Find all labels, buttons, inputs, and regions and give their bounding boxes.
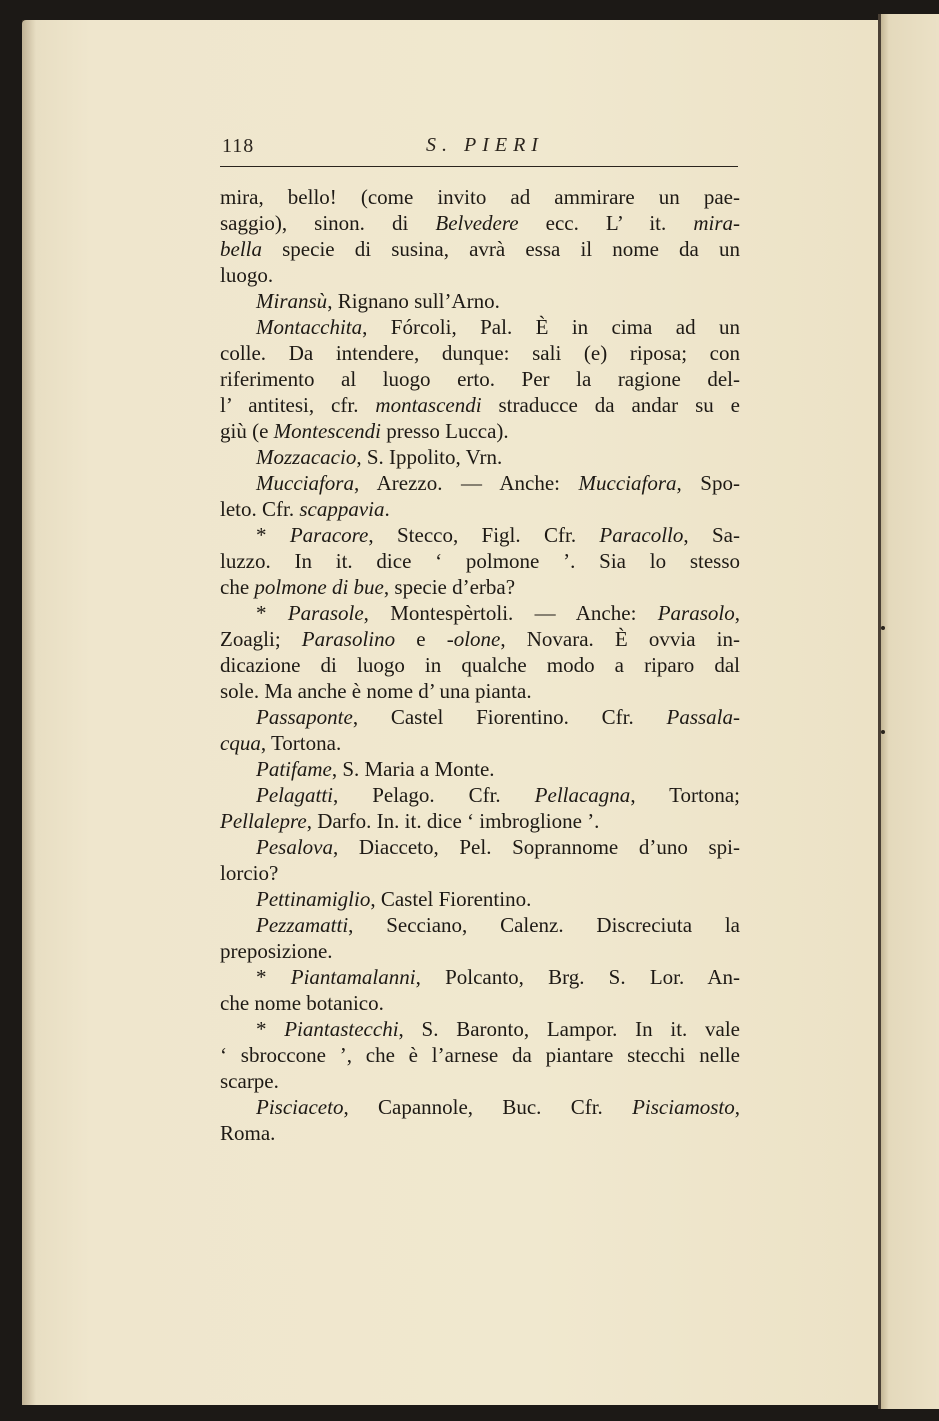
text-line — [220, 782, 740, 808]
text-run: specie di susina, avrà essa il nome da un — [262, 237, 740, 261]
text-run: e — [395, 627, 447, 651]
italic-term: -olone — [446, 627, 501, 651]
italic-term: Pesalova — [256, 835, 333, 859]
margin-speck — [881, 626, 885, 630]
margin-speck — [881, 730, 885, 734]
text-run: , — [734, 1095, 740, 1119]
italic-term: Belvedere — [435, 211, 519, 235]
text-line — [220, 1068, 740, 1094]
text-run: , Castel Fiorentino. Cfr. — [352, 705, 667, 729]
text-run: leto. Cfr. — [220, 497, 300, 521]
text-line — [220, 418, 740, 444]
text-run: , Secciano, Calenz. Discreciuta la — [348, 913, 740, 937]
text-run: Roma. — [220, 1121, 276, 1145]
text-run: , S. Ippolito, Vrn. — [356, 445, 503, 469]
text-run: , Sa- — [683, 523, 740, 547]
text-run: lorcio? — [220, 861, 279, 885]
italic-term: Pellacagna — [534, 783, 631, 807]
text-line — [220, 834, 740, 860]
text-run: l’ antitesi, cfr. — [220, 393, 376, 417]
text-line — [220, 704, 740, 730]
text-line — [220, 184, 740, 210]
italic-term: Pezzamatti — [256, 913, 349, 937]
text-line — [220, 236, 740, 262]
text-run: preposizione. — [220, 939, 333, 963]
text-line — [220, 262, 740, 288]
text-run: , Novara. È ovvia in- — [500, 627, 740, 651]
italic-term: bella — [220, 237, 262, 261]
italic-term: Montacchita — [256, 315, 363, 339]
italic-term: Pellalepre — [220, 809, 307, 833]
text-line — [220, 730, 740, 756]
text-line — [220, 314, 740, 340]
text-line — [220, 652, 740, 678]
text-run: , Capannole, Buc. Cfr. — [343, 1095, 633, 1119]
text-line — [220, 756, 740, 782]
text-run: mira, bello! (come invito ad ammirare un pae- — [220, 185, 740, 209]
italic-term: Pisciaceto — [256, 1095, 344, 1119]
text-run: . — [384, 497, 390, 521]
text-run: , specie d’erba? — [383, 575, 516, 599]
text-run: che — [220, 575, 255, 599]
text-run: ecc. L’ it. — [518, 211, 694, 235]
text-line — [220, 522, 740, 548]
text-line — [220, 392, 740, 418]
text-run: , Tortona; — [630, 783, 740, 807]
text-line — [220, 626, 740, 652]
italic-term: Miransù — [256, 289, 328, 313]
text-run: * — [256, 1017, 285, 1041]
text-line — [220, 288, 740, 314]
text-line — [220, 340, 740, 366]
italic-term: mira- — [693, 211, 740, 235]
italic-term: Passala- — [666, 705, 740, 729]
italic-term: montascendi — [375, 393, 482, 417]
text-run: giù (e — [220, 419, 274, 443]
text-run: ‘ sbroccone ’, che è l’arnese da piantare stecchi nelle — [220, 1043, 740, 1067]
text-line — [220, 1120, 740, 1146]
text-line — [220, 548, 740, 574]
text-line — [220, 912, 740, 938]
italic-term: Paracollo — [599, 523, 684, 547]
text-run: sole. Ma anche è nome d’ una pianta. — [220, 679, 532, 703]
text-run: , Fórcoli, Pal. È in cima ad un — [362, 315, 740, 339]
text-run: , Montespèrtoli. — Anche: — [363, 601, 658, 625]
italic-term: Mozzacacio — [256, 445, 357, 469]
text-line — [220, 860, 740, 886]
italic-term: polmone di bue — [254, 575, 384, 599]
italic-term: Montescendi — [273, 419, 381, 443]
italic-term: Mucciafora — [578, 471, 677, 495]
text-run: , Pelago. Cfr. — [333, 783, 535, 807]
italic-term: Patifame — [256, 757, 332, 781]
italic-term: cqua — [220, 731, 261, 755]
text-line — [220, 1042, 740, 1068]
text-run: luzzo. In it. dice ‘ polmone ’. Sia lo stesso — [220, 549, 740, 573]
text-run: , Diacceto, Pel. Soprannome d’uno spi- — [332, 835, 740, 859]
text-run: , Darfo. In. it. dice ‘ imbroglione ’. — [306, 809, 600, 833]
text-line — [220, 1016, 740, 1042]
italic-term: Parasole — [287, 601, 364, 625]
text-line — [220, 366, 740, 392]
text-run: colle. Da intendere, dunque: sali (e) riposa; con — [220, 341, 740, 365]
text-run: , Rignano sull’Arno. — [327, 289, 500, 313]
text-run: , — [734, 601, 740, 625]
italic-term: Passaponte — [256, 705, 353, 729]
text-run: , Arezzo. — Anche: — [353, 471, 579, 495]
italic-term: Mucciafora — [256, 471, 354, 495]
text-run: , S. Baronto, Lampor. In it. vale — [398, 1017, 740, 1041]
text-line — [220, 938, 740, 964]
text-line — [220, 496, 740, 522]
text-run: presso Lucca). — [380, 419, 509, 443]
text-run: , Castel Fiorentino. — [370, 887, 532, 911]
running-header — [220, 132, 738, 167]
text-run: * — [256, 965, 291, 989]
italic-term: Paracore — [289, 523, 369, 547]
italic-term: Piantamalanni — [290, 965, 416, 989]
text-line — [220, 808, 740, 834]
text-run: riferimento al luogo erto. Per la ragione del- — [220, 367, 740, 391]
text-run: , Polcanto, Brg. S. Lor. An- — [415, 965, 741, 989]
italic-term: Parasolino — [301, 627, 396, 651]
text-line — [220, 990, 740, 1016]
facing-page-edge — [878, 14, 939, 1409]
text-line — [220, 678, 740, 704]
text-line — [220, 600, 740, 626]
text-line — [220, 210, 740, 236]
text-run: Zoagli; — [220, 627, 302, 651]
text-line — [220, 470, 740, 496]
page-body-text — [220, 184, 740, 1146]
italic-term: Pettinamiglio — [256, 887, 371, 911]
text-run: straducce da andar su e — [481, 393, 741, 417]
italic-term: Pelagatti — [256, 783, 333, 807]
text-run: scarpe. — [220, 1069, 279, 1093]
text-run: luogo. — [220, 263, 274, 287]
text-line — [220, 444, 740, 470]
text-run: , S. Maria a Monte. — [331, 757, 495, 781]
page-number: 118 — [222, 135, 255, 157]
text-run: , Stecco, Figl. Cfr. — [368, 523, 600, 547]
text-run: dicazione di luogo in qualche modo a riparo dal — [220, 653, 740, 677]
text-line — [220, 964, 740, 990]
italic-term: Piantastecchi — [284, 1017, 399, 1041]
italic-term: Parasolo — [657, 601, 735, 625]
text-run: * — [256, 601, 288, 625]
text-line — [220, 886, 740, 912]
text-run: saggio), sinon. di — [220, 211, 436, 235]
running-head-author: S. PIERI — [426, 134, 544, 156]
italic-term: Pisciamosto — [632, 1095, 735, 1119]
text-line — [220, 574, 740, 600]
text-line — [220, 1094, 740, 1120]
text-run: che nome botanico. — [220, 991, 384, 1015]
text-run: , Spo- — [676, 471, 740, 495]
text-run: * — [256, 523, 290, 547]
text-run: , Tortona. — [260, 731, 342, 755]
italic-term: scappavia — [299, 497, 385, 521]
